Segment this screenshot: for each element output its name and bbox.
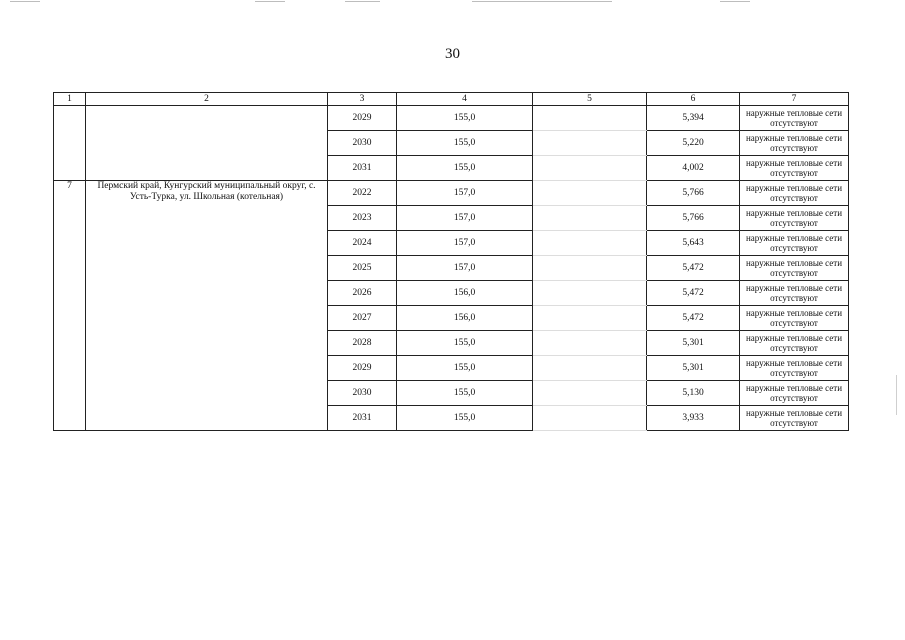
col5-cell	[533, 131, 647, 156]
year-cell: 2023	[328, 206, 397, 231]
scan-top-rule-mid2	[345, 1, 380, 2]
col6-cell: 3,933	[647, 406, 740, 431]
year-cell: 2024	[328, 231, 397, 256]
column-header: 6	[647, 93, 740, 106]
col6-cell: 5,766	[647, 181, 740, 206]
col5-cell	[533, 356, 647, 381]
year-cell: 2025	[328, 256, 397, 281]
col7-cell: наружные тепловые сети отсутствуют	[740, 281, 849, 306]
col4-cell: 157,0	[397, 206, 533, 231]
page-number: 30	[445, 46, 460, 62]
scan-top-rule-left	[10, 1, 40, 2]
col7-cell: наружные тепловые сети отсутствуют	[740, 331, 849, 356]
year-cell: 2028	[328, 331, 397, 356]
col7-cell: наружные тепловые сети отсутствуют	[740, 256, 849, 281]
col6-cell: 5,472	[647, 306, 740, 331]
scan-right-edge-mark	[896, 375, 897, 415]
col4-cell: 155,0	[397, 381, 533, 406]
year-cell: 2030	[328, 131, 397, 156]
col5-cell	[533, 256, 647, 281]
col7-cell: наружные тепловые сети отсутствуют	[740, 156, 849, 181]
year-cell: 2026	[328, 281, 397, 306]
col6-cell: 5,766	[647, 206, 740, 231]
col5-cell	[533, 306, 647, 331]
table-header-row	[54, 93, 849, 106]
col5-cell	[533, 381, 647, 406]
year-cell: 2030	[328, 381, 397, 406]
col7-cell: наружные тепловые сети отсутствуют	[740, 106, 849, 131]
year-cell: 2031	[328, 156, 397, 181]
row-number-cell: 7	[54, 181, 86, 431]
year-cell: 2029	[328, 106, 397, 131]
table-row	[54, 181, 849, 206]
row-number-cell	[54, 106, 86, 181]
col5-cell	[533, 206, 647, 231]
col7-cell: наружные тепловые сети отсутствуют	[740, 181, 849, 206]
col6-cell: 5,472	[647, 256, 740, 281]
col7-cell: наружные тепловые сети отсутствуют	[740, 381, 849, 406]
col7-cell: наружные тепловые сети отсутствуют	[740, 231, 849, 256]
object-name-cell: Пермский край, Кунгурский муниципальный округ, с. Усть-Турка, ул. Школьная (котельная)	[86, 181, 328, 431]
column-header: 2	[86, 93, 328, 106]
col4-cell: 155,0	[397, 406, 533, 431]
col4-cell: 157,0	[397, 231, 533, 256]
col4-cell: 156,0	[397, 281, 533, 306]
col7-cell: наружные тепловые сети отсутствуют	[740, 206, 849, 231]
col5-cell	[533, 181, 647, 206]
col7-cell: наружные тепловые сети отсутствуют	[740, 131, 849, 156]
year-cell: 2029	[328, 356, 397, 381]
scan-top-rule-far-right	[720, 1, 750, 2]
col6-cell: 5,643	[647, 231, 740, 256]
data-table	[53, 92, 849, 431]
col4-cell: 155,0	[397, 131, 533, 156]
scan-top-rule-right	[472, 1, 612, 2]
col7-cell: наружные тепловые сети отсутствуют	[740, 406, 849, 431]
col4-cell: 155,0	[397, 356, 533, 381]
col6-cell: 5,472	[647, 281, 740, 306]
table-row	[54, 106, 849, 131]
col7-cell: наружные тепловые сети отсутствуют	[740, 356, 849, 381]
year-cell: 2027	[328, 306, 397, 331]
col4-cell: 155,0	[397, 106, 533, 131]
col4-cell: 156,0	[397, 306, 533, 331]
col6-cell: 4,002	[647, 156, 740, 181]
object-name-cell	[86, 106, 328, 181]
col6-cell: 5,220	[647, 131, 740, 156]
col4-cell: 157,0	[397, 181, 533, 206]
year-cell: 2022	[328, 181, 397, 206]
column-header: 3	[328, 93, 397, 106]
year-cell: 2031	[328, 406, 397, 431]
col4-cell: 155,0	[397, 331, 533, 356]
col4-cell: 157,0	[397, 256, 533, 281]
col4-cell: 155,0	[397, 156, 533, 181]
column-header: 7	[740, 93, 849, 106]
column-header: 1	[54, 93, 86, 106]
col5-cell	[533, 281, 647, 306]
col5-cell	[533, 106, 647, 131]
col6-cell: 5,394	[647, 106, 740, 131]
col7-cell: наружные тепловые сети отсутствуют	[740, 306, 849, 331]
scan-top-rule-mid	[255, 1, 285, 2]
col5-cell	[533, 406, 647, 431]
column-header: 5	[533, 93, 647, 106]
col6-cell: 5,301	[647, 356, 740, 381]
col6-cell: 5,301	[647, 331, 740, 356]
col6-cell: 5,130	[647, 381, 740, 406]
col5-cell	[533, 231, 647, 256]
col5-cell	[533, 156, 647, 181]
column-header: 4	[397, 93, 533, 106]
col5-cell	[533, 331, 647, 356]
